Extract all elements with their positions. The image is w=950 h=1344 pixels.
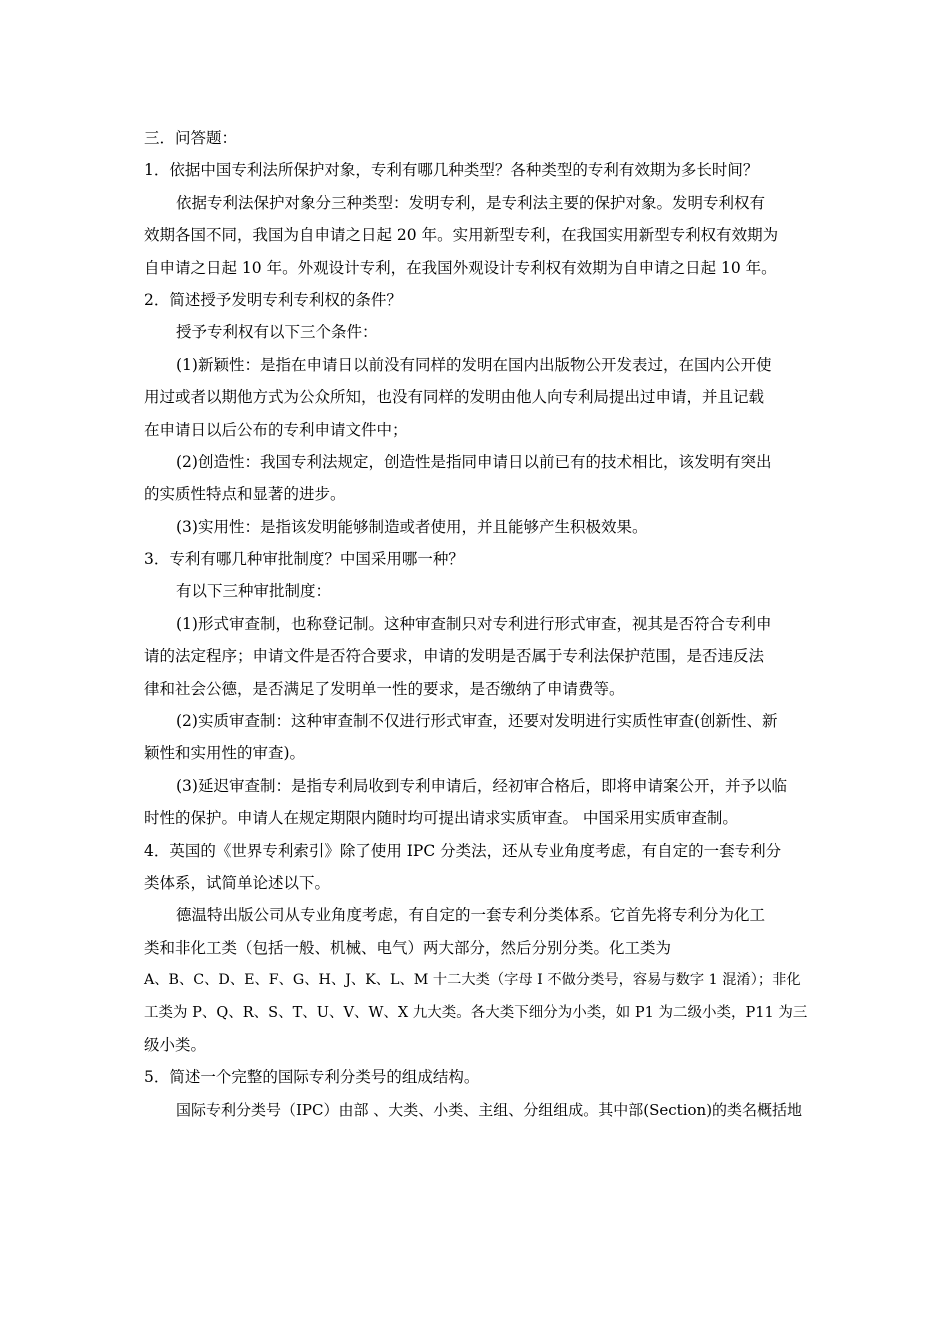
question-4: 4．英国的《世界专利索引》除了使用 IPC 分类法，还从专业角度考虑，有自定的一套专利分 — [144, 841, 782, 860]
question-2: 2．简述授予发明专利专利权的条件？ — [144, 290, 402, 309]
text-line: 在申请日以后公布的专利申请文件中； — [144, 420, 408, 439]
text-line: 国际专利分类号（IPC）由部 、大类、小类、主组、分组组成。其中部(Section)的类名概括地 — [176, 1100, 803, 1119]
text-line: (1)新颖性：是指在申请日以前没有同样的发明在国内出版物公开发表过，在国内公开使 — [176, 355, 772, 374]
text-line: 效期各国不同，我国为自申请之日起 20 年。实用新型专利，在我国实用新型专利权有效期为 — [144, 226, 779, 245]
text-line: 颖性和实用性的审查)。 — [144, 744, 306, 763]
text-line: 依据专利法保护对象分三种类型：发明专利，是专利法主要的保护对象。发明专利权有 — [176, 193, 766, 212]
text-line: 请的法定程序；申请文件是否符合要求，申请的发明是否属于专利法保护范围，是否违反法 — [144, 647, 765, 666]
text-line: 授予专利权有以下三个条件： — [176, 323, 378, 342]
text-line: 有以下三种审批制度： — [176, 582, 332, 601]
text-line: 德温特出版公司从专业角度考虑，有自定的一套专利分类体系。它首先将专利分为化工 — [176, 906, 766, 925]
text-line: 工类为 P、Q、R、S、T、U、V、W、X 九大类。各大类下细分为小类，如 P1 为二级小类，P11 为三 — [144, 1004, 808, 1021]
text-line: 用过或者以期他方式为公众所知，也没有同样的发明由他人向专利局提出过申请，并且记载 — [144, 388, 765, 407]
text-line: 自申请之日起 10 年。外观设计专利，在我国外观设计专利权有效期为自申请之日起 10 年。 — [144, 258, 777, 277]
question-1: 1．依据中国专利法所保护对象，专利有哪几种类型？各种类型的专利有效期为多长时间？ — [144, 161, 759, 180]
text-line: 类和非化工类（包括一般、机械、电气）两大部分，然后分别分类。化工类为 — [144, 938, 672, 957]
text-line: (2)实质审查制：这种审查制不仅进行形式审查，还要对发明进行实质性审查(创新性、新 — [176, 712, 778, 731]
document-page — [144, 122, 808, 1126]
question-3: 3．专利有哪几种审批制度？中国采用哪一种？ — [144, 550, 464, 569]
text-line: 级小类。 — [144, 1035, 207, 1054]
text-line: 的实质性特点和显著的进步。 — [144, 485, 346, 504]
text-line: 类体系，试简单论述以下。 — [144, 873, 331, 892]
text-line: (1)形式审查制，也称登记制。这种审查制只对专利进行形式审查，视其是否符合专利申 — [176, 614, 772, 633]
text-line: A、B、C、D、E、F、G、H、J、K、L、M 十二大类（字母 I 不做分类号，容易与数字 1 混淆）；非化 — [144, 972, 801, 989]
text-line: 三．问答题： — [144, 129, 238, 147]
question-5: 5．简述一个完整的国际专利分类号的组成结构。 — [144, 1068, 480, 1087]
text-line: (3)延迟审查制：是指专利局收到专利申请后，经初审合格后，即将申请案公开，并予以临 — [176, 776, 787, 795]
text-line: 律和社会公德，是否满足了发明单一性的要求，是否缴纳了申请费等。 — [144, 679, 625, 698]
text-line: (3)实用性：是指该发明能够制造或者使用，并且能够产生积极效果。 — [176, 517, 648, 536]
text-line: (2)创造性：我国专利法规定，创造性是指同申请日以前已有的技术相比，该发明有突出 — [176, 452, 772, 471]
text-line: 时性的保护。申请人在规定期限内随时均可提出请求实质审查。 中国采用实质审查制。 — [144, 809, 738, 828]
